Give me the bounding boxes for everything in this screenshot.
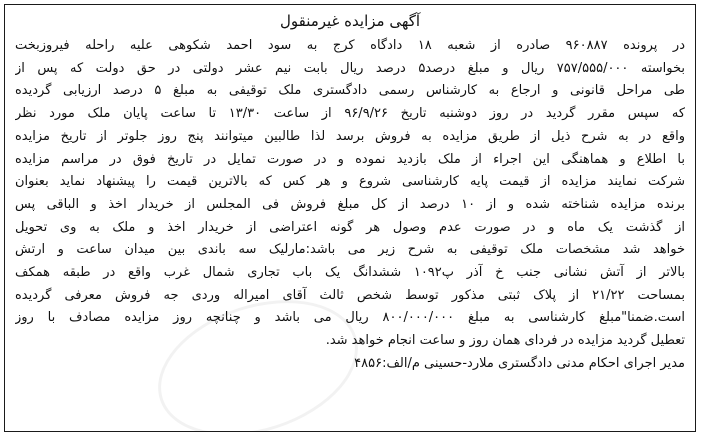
notice-line: خواهد شد مشخصات ملک توقیفی به شرح زیر می باشد:مارلیک سه باندی بین میدان ساعت و ارتش bbox=[15, 242, 685, 258]
notice-line: بمساحت ۲۱/۲۲ از پلاک ثبتی مذکور توسط شخص ثالث آقای امیراله وردی جه فروش معرفی گردیده bbox=[15, 287, 685, 303]
notice-line: بالاتر از آتش نشانی جنب خ آذر پ۱۰۹۲ ششدانگ یک باب تجاری شمال غرب واقع در طبقه همکف bbox=[15, 265, 685, 281]
notice-line: است.ضمنا"مبلغ کارشناسی به مبلغ ۸۰۰/۰۰۰/۰۰۰ ریال می باشد و چنانچه روز مزایده مصادف با روز bbox=[15, 310, 685, 326]
notice-title: آگهی مزایده غیرمنقول bbox=[279, 12, 421, 30]
notice-line: با اطلاع و هماهنگی این اجراء از ملک بازدید نموده و در صورت تمایل در تاریخ فوق در مراسم مزایده bbox=[15, 151, 685, 167]
notice-body bbox=[15, 35, 685, 376]
notice-frame bbox=[4, 4, 696, 432]
notice-line: برنده مزایده شناخته شده و از ۱۰ درصد از کل مبلغ فروش فی المجلس از خریدار اخذ و الباقی پس bbox=[15, 196, 685, 212]
notice-signature: مدیر اجرای احکام مدنی دادگستری ملارد-حسینی م/الف:۴۸۵۶ bbox=[354, 355, 685, 371]
notice-line: که سپس مقرر گردید در روز دوشنبه تاریخ ۹۶/۹/۲۶ از ساعت ۱۳/۳۰ تا ساعت پایان ملک مورد نظر bbox=[15, 106, 685, 122]
notice-line: تعطیل گردید مزایده در فردای همان روز و ساعت انجام خواهد شد. bbox=[325, 333, 685, 349]
notice-line: طی مراحل قانونی و ارجاع به کارشناس رسمی دادگستری ملک توقیفی به مبلغ ۵ درصد ارزیابی گردیده bbox=[15, 83, 685, 99]
notice-line: از گذشت یک ماه و در صورت عدم وصول هر گونه اعتراضی از خریدار اخذ و ملک به وی تحویل bbox=[15, 219, 685, 235]
notice-line: شرکت نمایند مزایده از قیمت پایه کارشناسی شروع و هر کس که بالاترین قیمت را پیشنهاد نماید بعنوان bbox=[15, 174, 685, 190]
notice-line: در پرونده ۹۶۰۸۸۷ صادره از شعبه ۱۸ دادگاه کرج به سود احمد شکوهی علیه راحله فیروزبخت bbox=[15, 38, 685, 53]
notice-line: واقع در به شرح ذیل از طریق مزایده به فروش برسد لذا طالبین میتوانند پنج روز جلوتر از تاریخ مزایده bbox=[15, 128, 685, 144]
notice-line: بخواسته ۷۵۷/۵۵۵/۰۰۰ ریال و مبلغ درصد۵ درصد ریال بابت نیم عشر دولتی در حق دولت که پس از bbox=[15, 60, 685, 76]
